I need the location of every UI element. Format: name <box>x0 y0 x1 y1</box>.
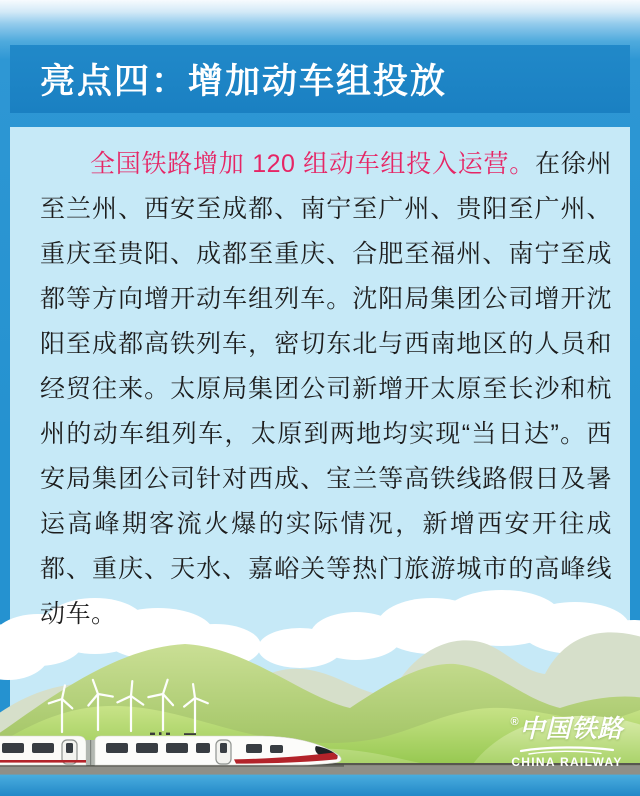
registered-mark-icon: ® <box>510 716 520 729</box>
page-title: 亮点四：增加动车组投放 <box>40 62 448 101</box>
article-text <box>40 142 612 637</box>
article-paragraph <box>10 127 630 637</box>
body-text: 在徐州至兰州、西安至成都、南宁至广州、贵阳至广州、重庆至贵阳、成都至重庆、合肥至福州、南宁至成都等方向增开动车组列车。沈阳局集团公司增开沈阳至成都高铁列车，密切东北与西南地区的人员和经贸往来。太原局集团公司新增开太原至长沙和杭州的动车组列车，太原到两地均实现“当日达”。西安局集团公司针对西成、宝兰等高铁线路假日及暑运高峰期客流火爆的实际情况，新增西安开往成都、重庆、天水、嘉峪关等热门旅游城市的高峰线动车。 <box>40 150 612 628</box>
logo-cn-text: ®中国铁路 <box>510 715 624 744</box>
bottom-strip <box>0 775 640 796</box>
header-bar <box>10 45 630 113</box>
logo-en-text: CHINA RAILWAY <box>511 754 623 769</box>
highlight-sentence: 全国铁路增加 120 组动车组投入运营。 <box>90 150 535 178</box>
china-railway-logo <box>506 716 628 769</box>
logo-swoosh-icon <box>519 745 615 755</box>
